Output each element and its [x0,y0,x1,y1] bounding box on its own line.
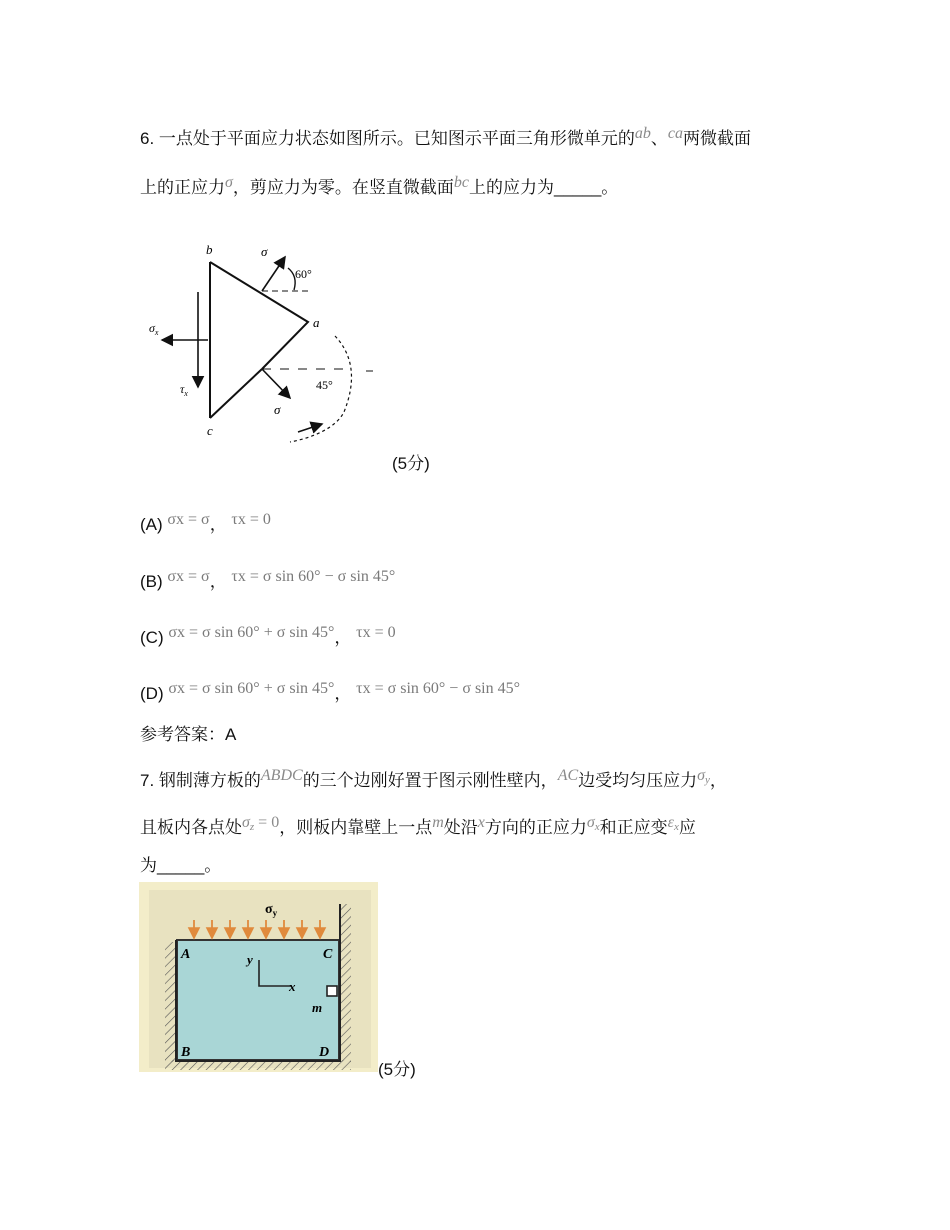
q6-text: 两微截面 [683,129,752,148]
separator: ， [334,628,352,647]
q7-line2 [140,812,696,839]
q7-score: (5分) [378,1060,416,1079]
option-formula-tau: τx = 0 [356,624,396,641]
label-m: m [312,1000,323,1015]
label-D: D [319,1045,330,1060]
option-formula-tau: τx = 0 [231,511,271,528]
q6-answer: 参考答案：A [140,725,237,744]
label-y: y [247,952,253,967]
option-formula-sigma: σx = σ [167,568,210,585]
q7-text: ，则板内靠壁上一点 [279,818,433,837]
symbol-sigma-z-eq-0: $\sigma_z = 0$ [242,814,280,833]
symbol-ac: AC [557,767,579,784]
label-a: a [313,315,320,330]
arc-arrow-head [298,424,322,432]
label-tau-x: $\tau_x$ [180,382,188,398]
option-formula-tau: τx = σ sin 60° − σ sin 45° [231,568,396,585]
symbol-abdc: ABDC [260,767,303,784]
q6-line1 [140,123,751,150]
q7-text: 且板内各点处 [140,818,242,837]
label-sigma-top: σ [261,244,268,259]
label-b: b [206,242,213,257]
label-B: B [181,1045,191,1060]
label-sigma-y: $\sigma_y$ [265,902,278,918]
q7-text: 方向的正应力 [484,818,587,837]
triangle-edge-ca [210,369,262,418]
label-A: A [181,947,191,962]
label-C: C [323,947,333,962]
q6-text: ，剪应力为零。在竖直微截面 [232,178,454,197]
label-sigma-x: $\sigma_x$ [149,321,159,337]
q6-score: (5分) [392,454,430,473]
label-c: c [207,423,213,438]
stress-triangle-diagram [140,232,390,447]
q6-text: 上的正应力 [140,178,225,197]
separator: 、 [650,129,668,148]
q6-line2 [140,172,618,199]
symbol-x: x [477,814,485,831]
symbol-bc: bc [453,174,469,191]
separator: ， [334,684,352,703]
option-formula-sigma: σx = σ [167,511,210,528]
q7-text: 应 [678,818,696,837]
option-letter: (A) [140,515,163,534]
q7-text: ， [709,771,727,790]
separator: ， [209,515,227,534]
steel-plate-diagram [139,882,378,1072]
q7-text: 边受均匀压应力 [578,771,698,790]
label-x: x [289,979,296,994]
symbol-sigma: σ [225,174,233,191]
symbol-ab: ab [634,125,651,142]
triangle-edge-ab [210,262,308,369]
symbol-epsilon-x: $\varepsilon_x$ [667,814,679,833]
option-c[interactable] [140,622,396,649]
symbol-m: m [432,814,444,831]
label-sigma-bottom: σ [274,402,281,417]
symbol-sigma-x: $\sigma_x$ [586,814,600,833]
separator: ， [209,572,227,591]
option-formula-sigma: σx = σ sin 60° + σ sin 45° [168,680,335,697]
q7-text: 的三个边刚好置于图示刚性壁内， [302,771,558,790]
symbol-ca: ca [667,125,684,142]
q7-line3: 为_____。 [140,856,222,875]
q7-line1 [140,765,727,792]
option-formula-tau: τx = σ sin 60° − σ sin 45° [356,680,521,697]
option-d[interactable] [140,678,520,705]
q7-text: 7. 钢制薄方板的 [140,771,261,790]
q7-text: 和正应变 [599,818,668,837]
label-45-degrees: 45° [316,378,333,392]
point-m-marker [327,986,337,996]
option-b[interactable] [140,566,395,593]
sigma-bottom-arrow [262,369,290,398]
q6-text: 上的应力为_____。 [469,178,619,197]
option-letter: (B) [140,572,163,591]
option-letter: (C) [140,628,164,647]
q6-text: 6. 一点处于平面应力状态如图所示。已知图示平面三角形微单元的 [140,129,635,148]
q7-text: 处沿 [443,818,478,837]
symbol-sigma-y: $\sigma_y$ [697,767,710,786]
option-letter: (D) [140,684,164,703]
option-a[interactable] [140,509,271,536]
label-60-degrees: 60° [295,267,312,281]
option-formula-sigma: σx = σ sin 60° + σ sin 45° [168,624,335,641]
sigma-top-arrow [262,257,285,291]
